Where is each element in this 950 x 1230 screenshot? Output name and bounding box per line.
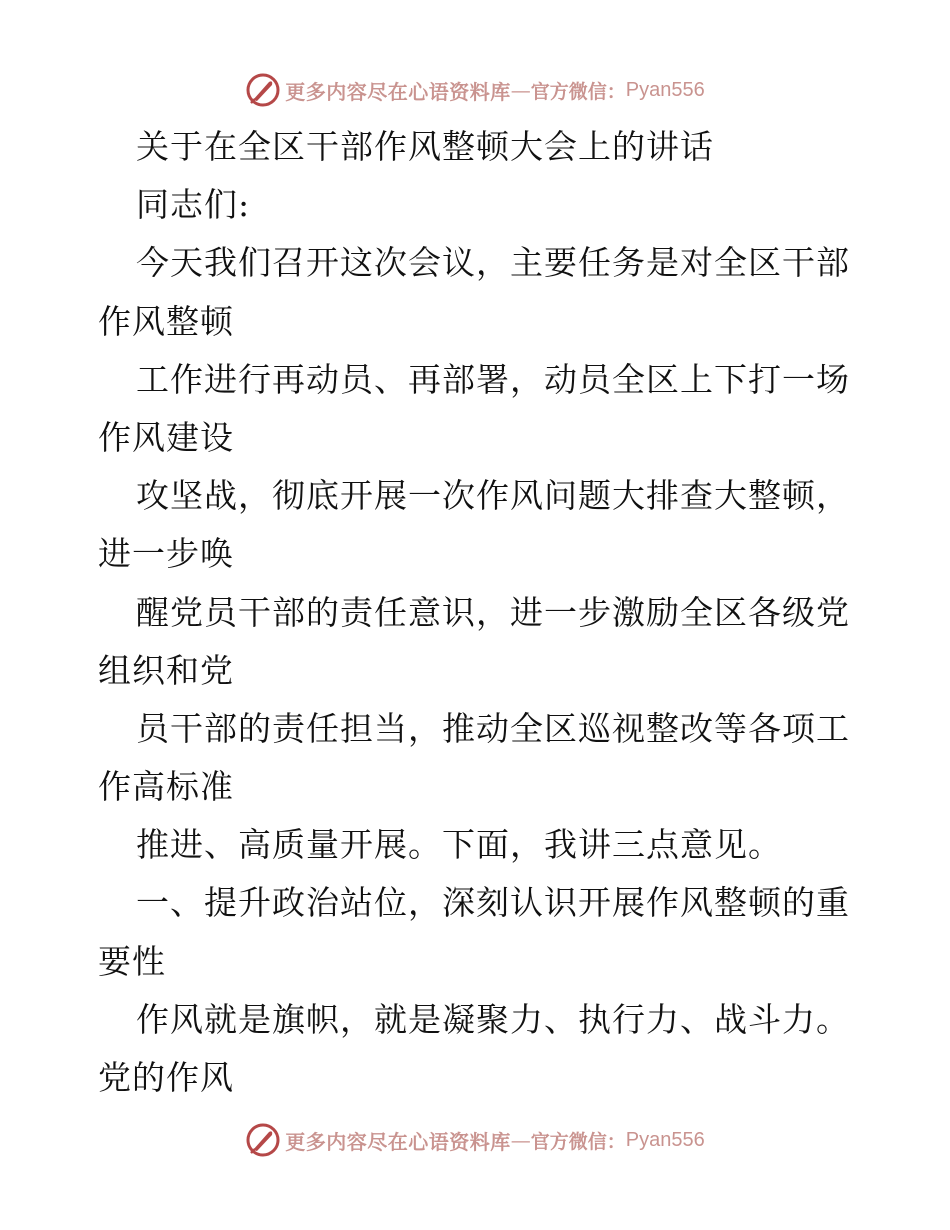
banner-wechat-id: Pyan556 — [625, 78, 705, 101]
text-line: 作风建设 — [98, 417, 234, 457]
document-body — [98, 118, 858, 1107]
banner-dash: — — [510, 78, 531, 102]
text-line: 醒党员干部的责任意识，进一步激励全区各级党 — [136, 592, 850, 632]
text-line: 推进、高质量开展。下面，我讲三点意见。 — [136, 825, 782, 865]
quill-logo-icon — [245, 1122, 281, 1158]
text-line: 作风整顿 — [98, 301, 234, 341]
text-line: 作高标准 — [98, 767, 234, 807]
text-line: 进一步唤 — [98, 534, 234, 574]
quill-logo-icon — [245, 72, 281, 108]
banner-dash: — — [510, 1128, 531, 1152]
text-line: 攻坚战，彻底开展一次作风问题大排查大整顿， — [136, 476, 850, 516]
banner-site-text: 更多内容尽在心语资料库 — [285, 79, 511, 104]
text-line: 工作进行再动员、再部署，动员全区上下打一场 — [136, 359, 850, 399]
text-line: 关于在全区干部作风整顿大会上的讲话 — [136, 127, 714, 166]
banner-wechat-label: 官方微信： — [530, 80, 626, 103]
text-line: 员干部的责任担当，推动全区巡视整改等各项工 — [136, 708, 850, 748]
footer-watermark-banner — [0, 1120, 950, 1160]
text-line: 组织和党 — [98, 650, 234, 690]
banner-site-text: 更多内容尽在心语资料库 — [285, 1129, 511, 1154]
banner-wechat-id: Pyan556 — [625, 1128, 705, 1151]
text-line: 一、提升政治站位，深刻认识开展作风整顿的重 — [136, 883, 850, 923]
text-line: 今天我们召开这次会议，主要任务是对全区干部 — [136, 243, 850, 283]
banner-wechat-label: 官方微信： — [530, 1130, 626, 1153]
text-line: 要性 — [98, 941, 166, 981]
text-line: 党的作风 — [98, 1058, 234, 1097]
text-line: 作风就是旗帜，就是凝聚力、执行力、战斗力。 — [136, 999, 850, 1039]
text-line: 同志们: — [136, 185, 251, 225]
header-watermark-banner — [0, 70, 950, 110]
